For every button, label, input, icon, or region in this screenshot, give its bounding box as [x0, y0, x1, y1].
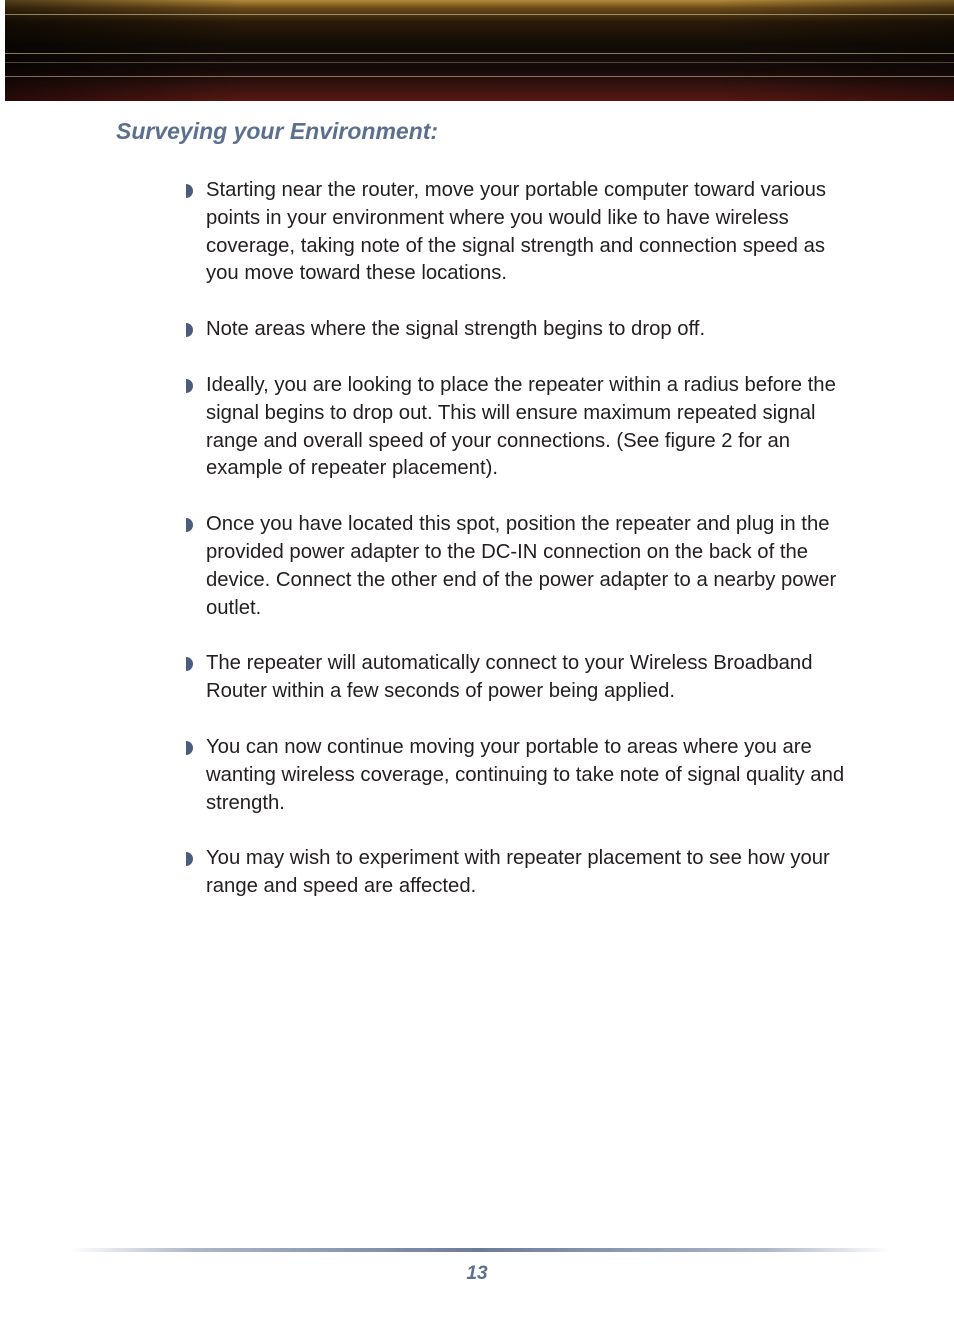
header-rule: [5, 14, 954, 15]
list-item: [186, 845, 846, 901]
header-banner: [5, 0, 954, 101]
list-item: [186, 511, 846, 622]
list-item-text: Once you have located this spot, position the repeater and plug in the provided power adapter to the DC-IN connection on the back of the device. Connect the other end of the power adapter to a nearby power outlet.: [206, 513, 837, 619]
section-title: Surveying your Environment:: [116, 118, 439, 144]
list-item: [186, 650, 846, 706]
instruction-list: [186, 177, 846, 929]
header-rule: [5, 76, 954, 77]
half-circle-bullet-icon: [186, 323, 193, 337]
list-item: [186, 734, 846, 817]
list-item-text: You may wish to experiment with repeater placement to see how your range and speed are affected.: [206, 847, 830, 898]
half-circle-bullet-icon: [186, 657, 193, 671]
footer-divider: [70, 1248, 890, 1252]
half-circle-bullet-icon: [186, 518, 193, 532]
page-number: 13: [466, 1263, 488, 1284]
list-item-text: Ideally, you are looking to place the repeater within a radius before the signal begins to drop out. This will ensure maximum repeated signal range and overall speed of your connections. (See figure 2 for an example of repeater placement).: [206, 373, 836, 480]
half-circle-bullet-icon: [186, 741, 193, 755]
half-circle-bullet-icon: [186, 184, 193, 198]
header-rule: [5, 53, 954, 54]
list-item: [186, 177, 846, 288]
half-circle-bullet-icon: [186, 852, 193, 866]
list-item-text: You can now continue moving your portable to areas where you are wanting wireless coverage, continuing to take note of signal quality and strength.: [206, 735, 845, 814]
header-rule: [5, 62, 954, 63]
list-item: [186, 316, 846, 344]
list-item-text: Starting near the router, move your portable computer toward various points in your environment where you would like to have wireless coverage, taking note of the signal strength and connection speed as you move toward these locations.: [206, 179, 827, 285]
list-item-text: Note areas where the signal strength begins to drop off.: [206, 318, 706, 341]
half-circle-bullet-icon: [186, 379, 193, 393]
list-item: [186, 372, 846, 483]
list-item-text: The repeater will automatically connect to your Wireless Broadband Router within a few seconds of power being applied.: [206, 652, 813, 703]
